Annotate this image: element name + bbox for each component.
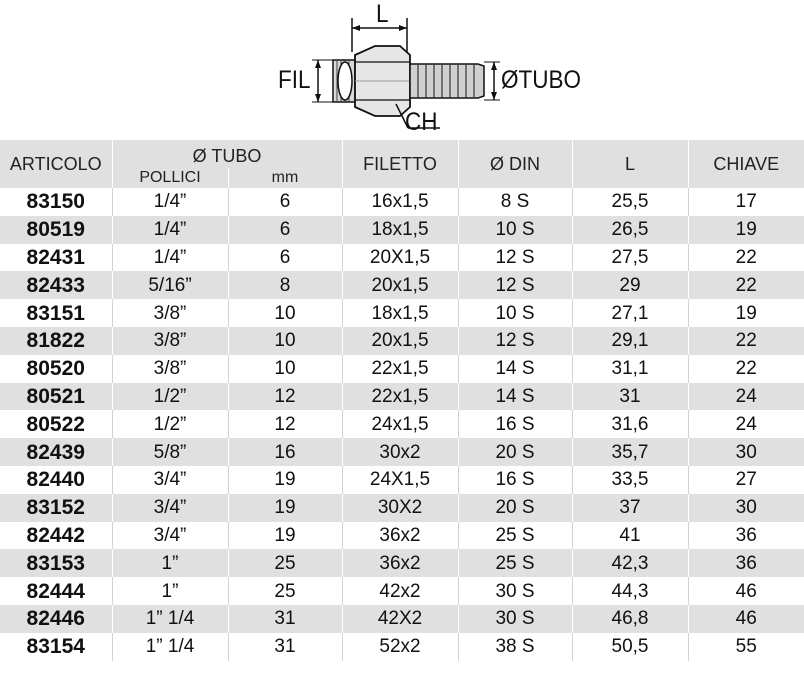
table-row <box>0 438 804 466</box>
cell-din: 38 S <box>458 633 572 661</box>
cell-din: 20 S <box>458 438 572 466</box>
cell-l: 33,5 <box>572 466 688 494</box>
cell-pollici: 1/4” <box>112 188 228 216</box>
cell-code: 82433 <box>0 271 112 299</box>
cell-mm: 19 <box>228 494 342 522</box>
table-row <box>0 522 804 550</box>
cell-din: 16 S <box>458 410 572 438</box>
cell-code: 80520 <box>26 357 85 381</box>
table-row <box>0 633 804 661</box>
table-row <box>0 383 804 411</box>
cell-l: 31,1 <box>572 355 688 383</box>
cell-mm: 19 <box>228 466 342 494</box>
cell-code: 82439 <box>0 438 112 466</box>
cell-pollici: 1” 1/4 <box>112 633 228 661</box>
label-tubo: ØTUBO <box>501 66 582 94</box>
cell-l: 26,5 <box>572 216 688 244</box>
cell-chiave: 17 <box>688 188 804 216</box>
cell-l: 29,1 <box>572 327 688 355</box>
cell-pollici: 5/8” <box>112 438 228 466</box>
table-body <box>0 188 804 661</box>
cell-pollici: 1/2” <box>112 410 228 438</box>
cell-mm: 8 <box>228 271 342 299</box>
cell-din: 14 S <box>458 383 572 411</box>
cell-chiave: 30 <box>688 438 804 466</box>
cell-din: 12 S <box>458 271 572 299</box>
header-mm: mm <box>228 168 342 188</box>
cell-l: 41 <box>572 522 688 550</box>
cell-mm: 16 <box>228 438 342 466</box>
cell-filetto: 30x2 <box>342 438 458 466</box>
cell-mm: 19 <box>228 522 342 550</box>
cell-din: 30 S <box>458 605 572 633</box>
cell-l: 46,8 <box>572 605 688 633</box>
cell-l: 42,3 <box>572 549 688 577</box>
table-row <box>0 244 804 272</box>
table-row <box>0 299 804 327</box>
table-row <box>0 410 804 438</box>
cell-pollici: 1” 1/4 <box>112 605 228 633</box>
cell-mm: 6 <box>228 188 342 216</box>
cell-pollici: 3/4” <box>112 466 228 494</box>
cell-chiave: 24 <box>688 410 804 438</box>
cell-l: 50,5 <box>572 633 688 661</box>
table-row <box>0 605 804 633</box>
cell-code: 82446 <box>0 605 112 633</box>
cell-chiave: 30 <box>688 494 804 522</box>
cell-filetto: 42x2 <box>342 577 458 605</box>
cell-mm: 31 <box>228 633 342 661</box>
cell-chiave: 22 <box>688 327 804 355</box>
cell-din: 8 S <box>458 188 572 216</box>
cell-filetto: 30X2 <box>342 494 458 522</box>
cell-din: 10 S <box>458 216 572 244</box>
cell-code: 83151 <box>26 301 85 325</box>
cell-pollici: 1” <box>112 549 228 577</box>
cell-din: 30 S <box>458 577 572 605</box>
cell-filetto: 22x1,5 <box>342 355 458 383</box>
fitting-diagram <box>0 0 804 140</box>
cell-l: 27,1 <box>572 299 688 327</box>
cell-filetto: 36x2 <box>342 549 458 577</box>
table-row <box>0 466 804 494</box>
label-l: L <box>376 0 389 28</box>
cell-filetto: 42X2 <box>342 605 458 633</box>
cell-filetto: 24X1,5 <box>342 466 458 494</box>
cell-filetto: 52x2 <box>342 633 458 661</box>
label-ch: CH <box>405 108 438 136</box>
cell-pollici: 3/4” <box>112 522 228 550</box>
cell-filetto: 22x1,5 <box>342 383 458 411</box>
cell-mm: 10 <box>228 355 342 383</box>
cell-pollici: 1” <box>112 577 228 605</box>
cell-code: 82444 <box>26 579 85 603</box>
cell-filetto: 20x1,5 <box>342 271 458 299</box>
fitting-drawing <box>0 0 804 140</box>
cell-mm: 31 <box>228 605 342 633</box>
table-row <box>0 355 804 383</box>
cell-mm: 6 <box>228 244 342 272</box>
cell-filetto: 18x1,5 <box>342 299 458 327</box>
cell-chiave: 46 <box>688 577 804 605</box>
cell-chiave: 36 <box>688 522 804 550</box>
cell-filetto: 24x1,5 <box>342 410 458 438</box>
table-row <box>0 549 804 577</box>
cell-code: 83152 <box>0 494 112 522</box>
table-row <box>0 494 804 522</box>
cell-pollici: 3/8” <box>112 327 228 355</box>
header-articolo: ARTICOLO <box>0 140 112 188</box>
cell-mm: 25 <box>228 577 342 605</box>
cell-code: 83153 <box>0 549 112 577</box>
header-filetto: FILETTO <box>342 140 458 188</box>
cell-code: 82442 <box>26 523 85 547</box>
header-pollici: POLLICI <box>112 168 228 188</box>
table-header <box>0 140 804 188</box>
cell-mm: 10 <box>228 299 342 327</box>
specifications-table <box>0 140 804 661</box>
cell-din: 10 S <box>458 299 572 327</box>
cell-pollici: 1/4” <box>112 244 228 272</box>
cell-chiave: 55 <box>688 633 804 661</box>
cell-code: 83150 <box>26 190 85 214</box>
cell-din: 14 S <box>458 355 572 383</box>
cell-din: 16 S <box>458 466 572 494</box>
table-row <box>0 271 804 299</box>
header-chiave: CHIAVE <box>688 140 804 188</box>
header-l: L <box>572 140 688 188</box>
label-fil: FIL <box>278 66 311 94</box>
table-row <box>0 216 804 244</box>
cell-l: 25,5 <box>572 188 688 216</box>
cell-mm: 25 <box>228 549 342 577</box>
table-row <box>0 188 804 216</box>
cell-din: 12 S <box>458 244 572 272</box>
cell-mm: 12 <box>228 410 342 438</box>
cell-l: 29 <box>572 271 688 299</box>
cell-din: 25 S <box>458 549 572 577</box>
header-tubo: Ø TUBO <box>112 140 342 168</box>
cell-din: 20 S <box>458 494 572 522</box>
cell-chiave: 22 <box>688 271 804 299</box>
table-row <box>0 327 804 355</box>
cell-mm: 12 <box>228 383 342 411</box>
cell-pollici: 3/8” <box>112 299 228 327</box>
cell-l: 44,3 <box>572 577 688 605</box>
cell-chiave: 22 <box>688 355 804 383</box>
cell-din: 12 S <box>458 327 572 355</box>
cell-pollici: 3/4” <box>112 494 228 522</box>
cell-pollici: 1/4” <box>112 216 228 244</box>
cell-code: 80519 <box>0 216 112 244</box>
cell-chiave: 22 <box>688 244 804 272</box>
cell-chiave: 27 <box>688 466 804 494</box>
cell-filetto: 16x1,5 <box>342 188 458 216</box>
cell-filetto: 18x1,5 <box>342 216 458 244</box>
cell-l: 37 <box>572 494 688 522</box>
cell-pollici: 3/8” <box>112 355 228 383</box>
cell-chiave: 19 <box>688 216 804 244</box>
cell-l: 31,6 <box>572 410 688 438</box>
cell-filetto: 36x2 <box>342 522 458 550</box>
cell-code: 80521 <box>0 383 112 411</box>
header-din: Ø DIN <box>458 140 572 188</box>
cell-code: 83154 <box>26 635 85 659</box>
cell-filetto: 20x1,5 <box>342 327 458 355</box>
cell-din: 25 S <box>458 522 572 550</box>
cell-mm: 6 <box>228 216 342 244</box>
table-row <box>0 577 804 605</box>
cell-code: 80522 <box>26 412 85 436</box>
cell-mm: 10 <box>228 327 342 355</box>
cell-chiave: 46 <box>688 605 804 633</box>
cell-code: 82440 <box>26 468 85 492</box>
cell-code: 81822 <box>0 327 112 355</box>
cell-chiave: 36 <box>688 549 804 577</box>
cell-chiave: 19 <box>688 299 804 327</box>
cell-l: 35,7 <box>572 438 688 466</box>
cell-chiave: 24 <box>688 383 804 411</box>
cell-code: 82431 <box>26 245 85 269</box>
cell-l: 27,5 <box>572 244 688 272</box>
cell-pollici: 1/2” <box>112 383 228 411</box>
cell-filetto: 20X1,5 <box>342 244 458 272</box>
cell-l: 31 <box>572 383 688 411</box>
cell-pollici: 5/16” <box>112 271 228 299</box>
